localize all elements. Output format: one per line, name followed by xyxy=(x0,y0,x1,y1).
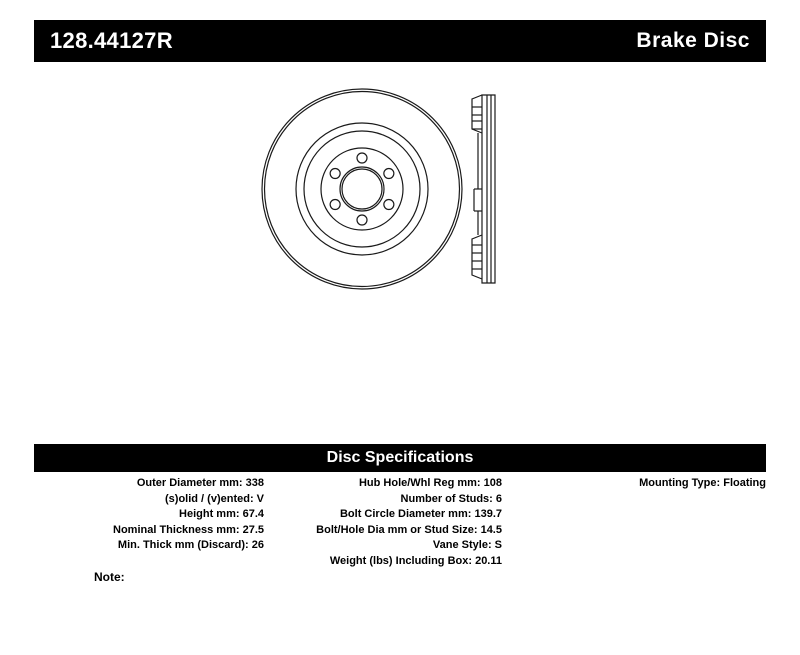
spec-item: Bolt Circle Diameter mm: 139.7 xyxy=(339,508,502,520)
spec-item: (s)olid / (v)ented: V xyxy=(165,492,264,505)
spec-header-title: Disc Specifications xyxy=(326,449,474,466)
note-label: Note: xyxy=(94,570,125,584)
spec-column-left xyxy=(34,476,264,554)
spec-item: Outer Diameter mm: 338 xyxy=(136,477,264,489)
header-bar xyxy=(34,20,766,62)
spec-item: Bolt/Hole Dia mm or Stud Size: 14.5 xyxy=(316,523,502,536)
spec-item: Height mm: 67.4 xyxy=(179,508,264,520)
spec-item: Vane Style: S xyxy=(432,539,502,551)
spec-item: Hub Hole/Whl Reg mm: 108 xyxy=(358,477,502,489)
brake-disc-drawing xyxy=(250,85,550,305)
page-title: Brake Disc xyxy=(636,29,750,52)
spec-column-right xyxy=(520,476,766,492)
spec-item: Nominal Thickness mm: 27.5 xyxy=(113,523,264,536)
spec-item: Number of Studs: 6 xyxy=(400,492,502,505)
spec-item: Mounting Type: Floating xyxy=(639,477,766,489)
spec-item: Min. Thick mm (Discard): 26 xyxy=(117,539,264,551)
spec-column-middle xyxy=(272,476,502,569)
specifications xyxy=(34,476,766,586)
spec-header-bar xyxy=(34,444,766,472)
spec-item: Weight (lbs) Including Box: 20.11 xyxy=(329,554,502,567)
part-number: 128.44127R xyxy=(50,28,173,53)
